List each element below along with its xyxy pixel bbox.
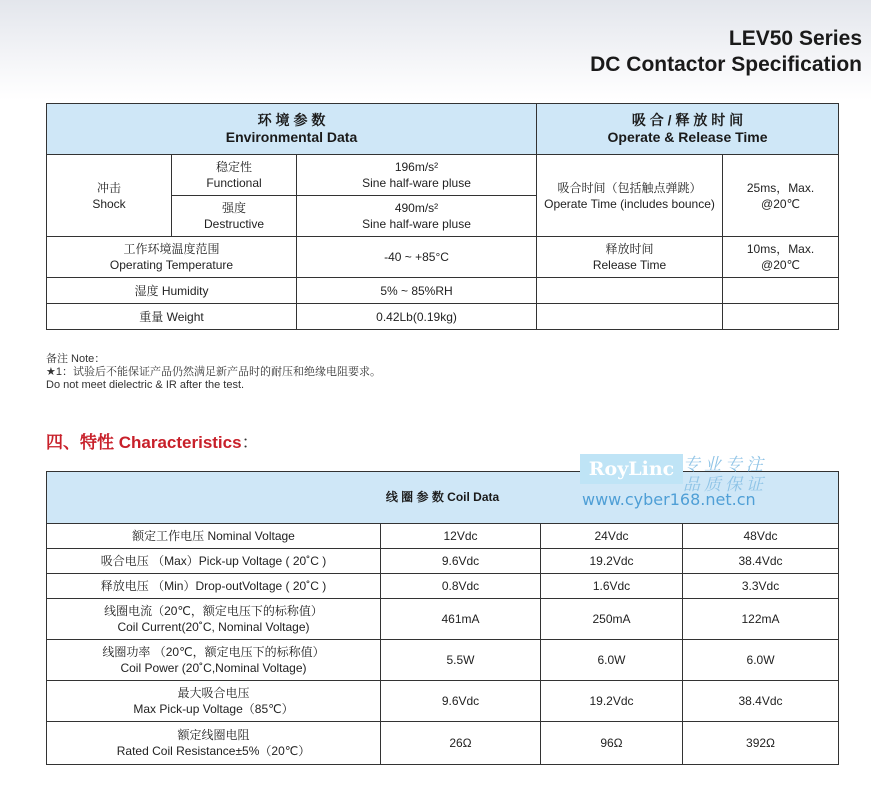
coil-value-12v: 461mA [381,599,541,640]
note-line-1: ★1：试验后不能保证产品仍然满足新产品时的耐压和绝缘电阻要求。 [46,366,381,378]
release-time-label [537,237,723,278]
op-temp-cn: 工作环境温度范围 [123,242,220,256]
coil-value-12v: 5.5W [381,640,541,681]
operate-time-en: Operate Time (includes bounce) [544,196,715,211]
coil-row-label-en: Rated Coil Resistance±5%（20℃） [116,744,311,758]
functional-label-en: Functional [206,176,262,190]
empty-cell [537,278,723,304]
operate-time-label [537,155,723,237]
watermark-slogan-2: 品质保证 [683,475,767,494]
functional-desc: Sine half-ware pluse [362,176,471,190]
coil-value-12v: 26Ω [381,722,541,765]
destructive-value [297,196,537,237]
humidity-value: 5% ~ 85%RH [297,278,537,304]
coil-value-48v: 392Ω [683,722,839,765]
weight-value: 0.42Lb(0.19kg) [297,304,537,330]
coil-value-48v: 122mA [683,599,839,640]
coil-value-24v: 1.6Vdc [541,574,683,599]
coil-row-label: 额定工作电压 Nominal Voltage [47,524,381,549]
operate-release-title-en: Operate & Release Time [607,129,768,145]
coil-value-48v: 6.0W [683,640,839,681]
section-title: 四、特性 Characteristics [46,433,242,452]
coil-row-label-en: Max Pick-up Voltage（85℃） [133,702,294,716]
series-title: LEV50 Series [728,27,862,50]
release-time-value-text: 10ms，Max. [746,242,815,256]
destructive-label-en: Destructive [203,217,265,231]
destructive-value-text: 490m/s² [394,201,439,215]
functional-label [172,155,297,196]
coil-value-12v: 0.8Vdc [381,574,541,599]
operate-release-title-cn: 吸 合 / 释 放 时 间 [631,112,744,128]
coil-value-24v: 24Vdc [541,524,683,549]
coil-value-24v: 19.2Vdc [541,549,683,574]
environmental-table [46,103,839,330]
coil-value-24v: 6.0W [541,640,683,681]
release-time-en: Release Time [592,258,667,272]
environmental-title-en: Environmental Data [225,129,358,145]
weight-label: 重量 Weight [47,304,297,330]
operate-time-cond: @20℃ [761,196,801,211]
functional-label-cn: 稳定性 [215,160,252,174]
coil-row-label-cn: 线圈功率 （20℃，额定电压下的标称值） [102,645,325,659]
op-temp-value: -40 ~ +85°C [297,237,537,278]
release-time-value [723,237,839,278]
functional-value-text: 196m/s² [394,160,439,174]
shock-label [47,155,172,237]
op-temp-en: Operating Temperature [109,258,234,272]
environmental-title-cn: 环 境 参 数 [257,112,326,128]
coil-value-24v: 96Ω [541,722,683,765]
destructive-label [172,196,297,237]
coil-row-label-cn: 最大吸合电压 [177,686,250,700]
coil-row-label-cn: 线圈电流（20℃，额定电压下的标称值） [104,604,323,618]
document-title: DC Contactor Specification [590,53,862,76]
watermark-brand: RoyLinc [580,454,683,484]
operate-time-value [723,155,839,237]
coil-value-12v: 12Vdc [381,524,541,549]
destructive-desc: Sine half-ware pluse [362,217,471,231]
empty-cell [723,304,839,330]
operate-release-header [537,104,839,155]
shock-label-cn: 冲击 [96,180,121,195]
coil-row-label-cn: 额定线圈电阻 [177,728,250,742]
environmental-header [47,104,537,155]
coil-value-12v: 9.6Vdc [381,681,541,722]
release-time-cond: @20℃ [761,258,801,272]
coil-row-label-en: Coil Current(20˚C, Nominal Voltage) [117,620,310,634]
coil-row-label [47,599,381,640]
humidity-label: 湿度 Humidity [47,278,297,304]
op-temp-label [47,237,297,278]
coil-row-label-en: Coil Power (20˚C,Nominal Voltage) [120,661,307,675]
watermark-url: www.cyber168.net.cn [582,490,756,509]
note-block [46,353,381,392]
operate-time-cn: 吸合时间（包括触点弹跳） [557,180,702,195]
coil-row-label [47,722,381,765]
section-heading [46,428,259,453]
coil-value-48v: 38.4Vdc [683,549,839,574]
note-line-2: Do not meet dielectric & IR after the test. [46,379,245,391]
destructive-label-cn: 强度 [221,201,246,215]
coil-header: 线 圈 参 数 Coil Data [47,472,839,524]
watermark [580,450,780,520]
release-time-cn: 释放时间 [605,242,654,256]
section-colon: ： [241,433,259,452]
coil-row-label: 释放电压 （Min）Drop-outVoltage ( 20˚C ) [47,574,381,599]
watermark-slogan-1: 专业专注 [683,455,767,474]
coil-row-label [47,640,381,681]
coil-row-label: 吸合电压 （Max）Pick-up Voltage ( 20˚C ) [47,549,381,574]
empty-cell [723,278,839,304]
functional-value [297,155,537,196]
shock-label-en: Shock [92,196,126,211]
coil-row-label [47,681,381,722]
empty-cell [537,304,723,330]
coil-value-48v: 3.3Vdc [683,574,839,599]
coil-value-48v: 48Vdc [683,524,839,549]
note-label: 备注 Note： [46,353,106,365]
coil-value-12v: 9.6Vdc [381,549,541,574]
coil-value-24v: 250mA [541,599,683,640]
coil-value-48v: 38.4Vdc [683,681,839,722]
operate-time-value-text: 25ms，Max. [746,180,815,195]
coil-value-24v: 19.2Vdc [541,681,683,722]
